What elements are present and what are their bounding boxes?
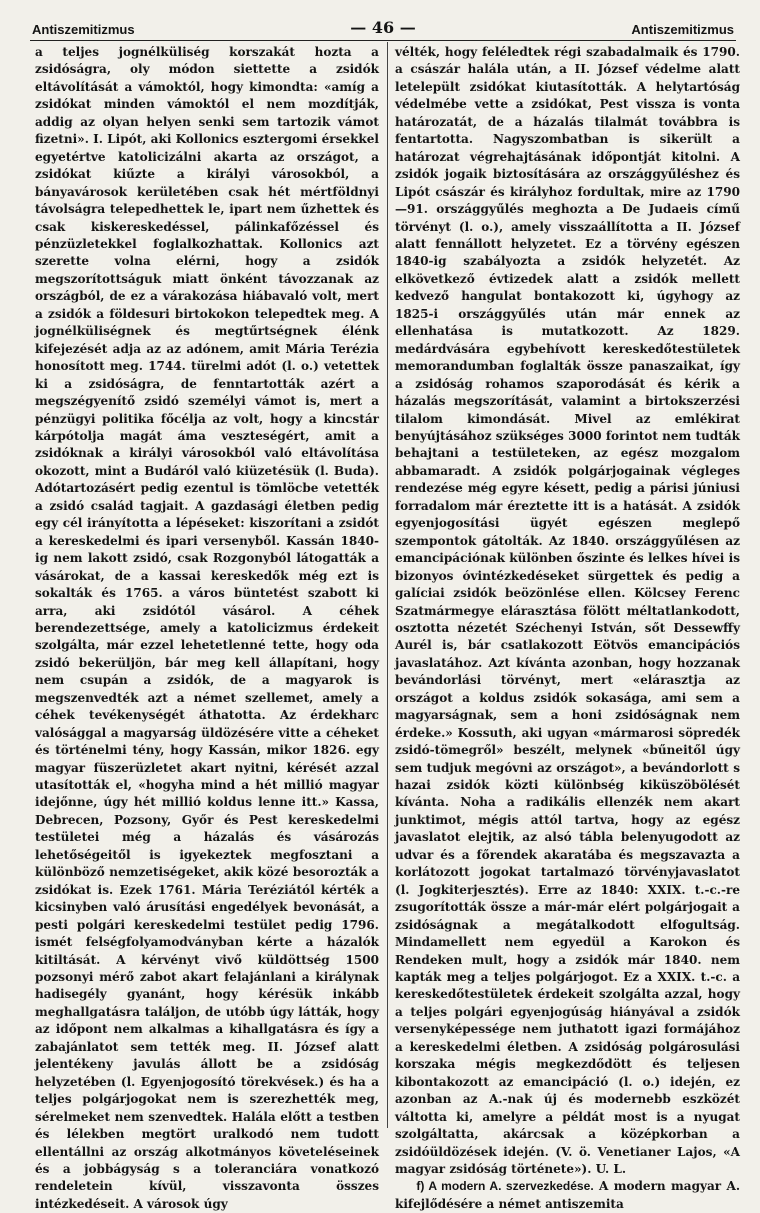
left-column	[35, 44, 379, 1213]
header-rule	[30, 40, 736, 41]
running-header	[32, 18, 734, 40]
right-column-text: vélték, hogy feléledtek régi szabadalmaik és 1790. a császár halála után, a II. József védelme alatt letelepült zsidókat kiutasították. A helytartóság védelmébe vette a zsidókat, Pest vissza is vonta határozatát, de a házalás tilalmát továbbra is fentartotta. Nagyszombatban is sikerült a határozat végrehajtásának időpontját kitolni. A zsidók jogaik biztosítására az országgyűléshez és Lipót császár és királyhoz fordultak, mire az 1790—91. országgyűlés meghozta a De Judaeis című törvényt (l. o.), amely visszaállította a II. József alatt fennállott helyzetet. Ez a törvény egészen 1840-ig szabályozta a zsidók helyzetét. Az elkövetkező évtizedek alatt a zsidók mellett kedvező hangulat bontakozott ki, úgyhogy az 1825-i országgyűlés után már ennek az ellenhatása is mutatkozott. Az 1829. medárdvására egybehívott kereskedőtestületek memorandumban foglalták össze panaszaikat, így a zsidóság rohamos szaporodását és kérik a házalás megszorítását, valamint a birtokszerzési tilalom kimondását. Mivel az emlékirat benyújtásához szükséges 3000 forintot nem tudták behajtani a testületeken, az egész mozgalom abbamaradt. A zsidók polgárjogainak végleges rendezése még egyre késett, pedig a párisi júniusi forradalom már éreztette itt is a hatását. A zsidók egyenjogosítási ügyét egészen meglepő szempontok gátolták. Az 1840. országgyűlésen az emancipációnak különben őszinte és lelkes hívei is bizonyos óvintézkedéseket sürgettek és pedig a galíciai zsidók beözönlése ellen. Kölcsey Ferenc Szatmármegye elárasztása fölött méltatlankodott, osztotta nézetét Széchenyi István, sőt Dessewffy Aurél is, bár csatlakozott Eötvös emancipációs javaslatához. Azt kívánta azonban, hogy hozzanak bevándorlási törvényt, mert «elárasztja az országot a koldus zsidók sokasága, ami sem a magyarságnak, sem a honi zsidóságnak nem érdeke.» Kossuth, aki ugyan «mármarosi söpredék zsidó-tömegről» beszélt, melynek «bűneitől úgy sem tudjuk megóvni az országot», a bevándorlott s hazai zsidók közti különbség kiküszöbölését kívánta. Noha a radikális ellenzék nem akart junktimot, mégis attól tartva, hogy az egész javaslatot elejtik, az alsó tábla belenyugodott az udvar és a főrendek akaratába és megszavazta a korlátozott jogokat tartalmazó törvényjavaslatot (l. Jogkiterjesztés). Erre az 1840: XXIX. t.-c.-re zsugorították össze a már-már elért polgárjogait a zsidóságnak a megátalkodott elfogultság. Mindamellett nem egyedül a Karokon és Rendeken mult, hogy a zsidók már 1840. nem kapták meg a teljes polgárjogot. Ez a XXIX. t.-c. a kereskedőtestületek érdekeit szolgálta azzal, hogy a teljes polgári egyenjogúság hiányával a zsidók versenyképessége nem juthatott igazi formájához a kereskedelmi életben. A zsidóság polgárosulási korszaka mégis megkezdődött és teljesen kibontakozott az emancipáció (l. o.) idején, ez azonban az A.-nak új és modernebb eszközét váltotta ki, amelyre a példát most is a nyugat szolgáltatta, akárcsak a középkorban a zsidóüldözések idején. (V. ö. Venetianer Lajos, «A magyar zsidóság története»). U. L.	[395, 45, 740, 1176]
left-column-text: a teljes jognélküliség korszakát hozta a zsidóságra, oly módon siettette a zsidók eltávolítását a vámoktól, hogy kimondta: «amíg a zsidókat minden vámoktól el nem mozdítják, addig az olyan helyen senki sem tartozik vámot fizetni». I. Lipót, aki Kollonics esztergomi érsekkel egyetértve katolicizálni akarta az országot, a zsidókat kiűzte a királyi városokból, a bányavárosok kerületében csak hét mértföldnyi távolságra telepedhettek le, ipart nem űzhettek és csak kiskereskedéssel, pálinkafőzéssel és pénzüzletekkel foglalkozhattak. Kollonics azt szerette volna elérni, hogy a zsidók megszorítottságuk miatt önként távozzanak az országból, de ez a várakozása hiábavaló volt, mert a zsidók a földesuri birtokokon telepedtek meg. A jognélküliségnek és megtűrtségnek élénk kifejezését adja az az adónem, amit Mária Terézia honosított meg. 1744. türelmi adót (l. o.) vetettek ki a zsidóságra, de fenntartották azért a megszégyenítő zsidó személyi vámot is, mert a pénzügyi politika főcélja az volt, hogy a kincstár kárpótolja magát áma veszteségért, amit a zsidóknak a királyi városokból való eltávolítása okozott, mint a Budáról való kiüzetésük (l. Buda). Adótartozásért pedig ezentul is tömlöcbe vetették a zsidó család tagjait. A gazdasági életben pedig egy cél irányította a lépéseket: kiszorítani a zsidót a kereskedelmi és ipari versenyből. Kassán 1840-ig nem lakott zsidó, csak Rozgonyból látogatták a vásárokat, de a kassai kereskedők még ezt is sokalták és 1765. a város büntetést szabott ki arra, aki zsidótól vásárol. A céhek berendezettsége, amely a katolicizmus érdekeit szolgálta, már ezzel lehetetlenné tette, hogy oda zsidó bekerüljön, bár meg kell állapítani, hogy nem csupán a zsidók, de a magyarok is megszenvedték azt a német szellemet, amely a céhek tevékenységét áthatotta. Az érdekharc valósággal a magyarság üldözésére vitte a céheket és történelmi tény, hogy Kassán, mikor 1826. egy magyar füszerüzletet akart nyitni, kérését azzal utasították el, «hogyha mind a hét millió magyar idejőnne, úgy hét millió koldus lenne itt.» Kassa, Debrecen, Pozsony, Győr és Pest kereskedelmi testületei még a házalás és vásározás lehetőségeitől is igyekeztek megfosztani a különböző nemzetiségeket, akik közé besorozták a zsidókat is. Ezek 1761. Mária Teréziától kérték a kicsinyben való árusítási engedélyek bevonását, a pesti polgári kereskedelmi testület pedig 1796. ismét felségfolyamodványban kérte a házalók kitiltását. A kérvényt vivő küldöttség 1500 pozsonyi mérő zabot akart felajánlani a királynak hadisegély gyanánt, hogy kérésük inkább meghallgatásra találjon, de utóbb úgy látták, hogy az időpont nem alkalmas a kihallgatásra és így a zabajánlatot sem tették meg. II. József alatt jelentékeny javulás állott be a zsidóság helyzetében (l. Egyenjogosító törekvések.) és ha a teljes polgárjogokat nem is szerezhették meg, sérelmeket nem szenvedtek. Halála előtt a testben és lélekben megtört uralkodó nem tudott ellentállni az ország alkotmányos követeléseinek és a jobbágyság s a toleranciára vonatkozó rendeletein kívül, visszavonta összes intézkedéseit. A városok úgy	[35, 45, 379, 1211]
right-column	[395, 44, 740, 1213]
header-left-title: Antiszemitizmus	[32, 22, 135, 37]
header-right-title: Antiszemitizmus	[631, 22, 734, 37]
section-paragraph	[395, 1178, 740, 1213]
page-number: — 46 —	[350, 18, 416, 37]
section-text: A modern magyar A. kifejlődésére a német antiszemita	[395, 1179, 741, 1211]
column-divider	[387, 42, 388, 1128]
section-heading: f) A modern A. szervezkedése.	[416, 1179, 594, 1194]
